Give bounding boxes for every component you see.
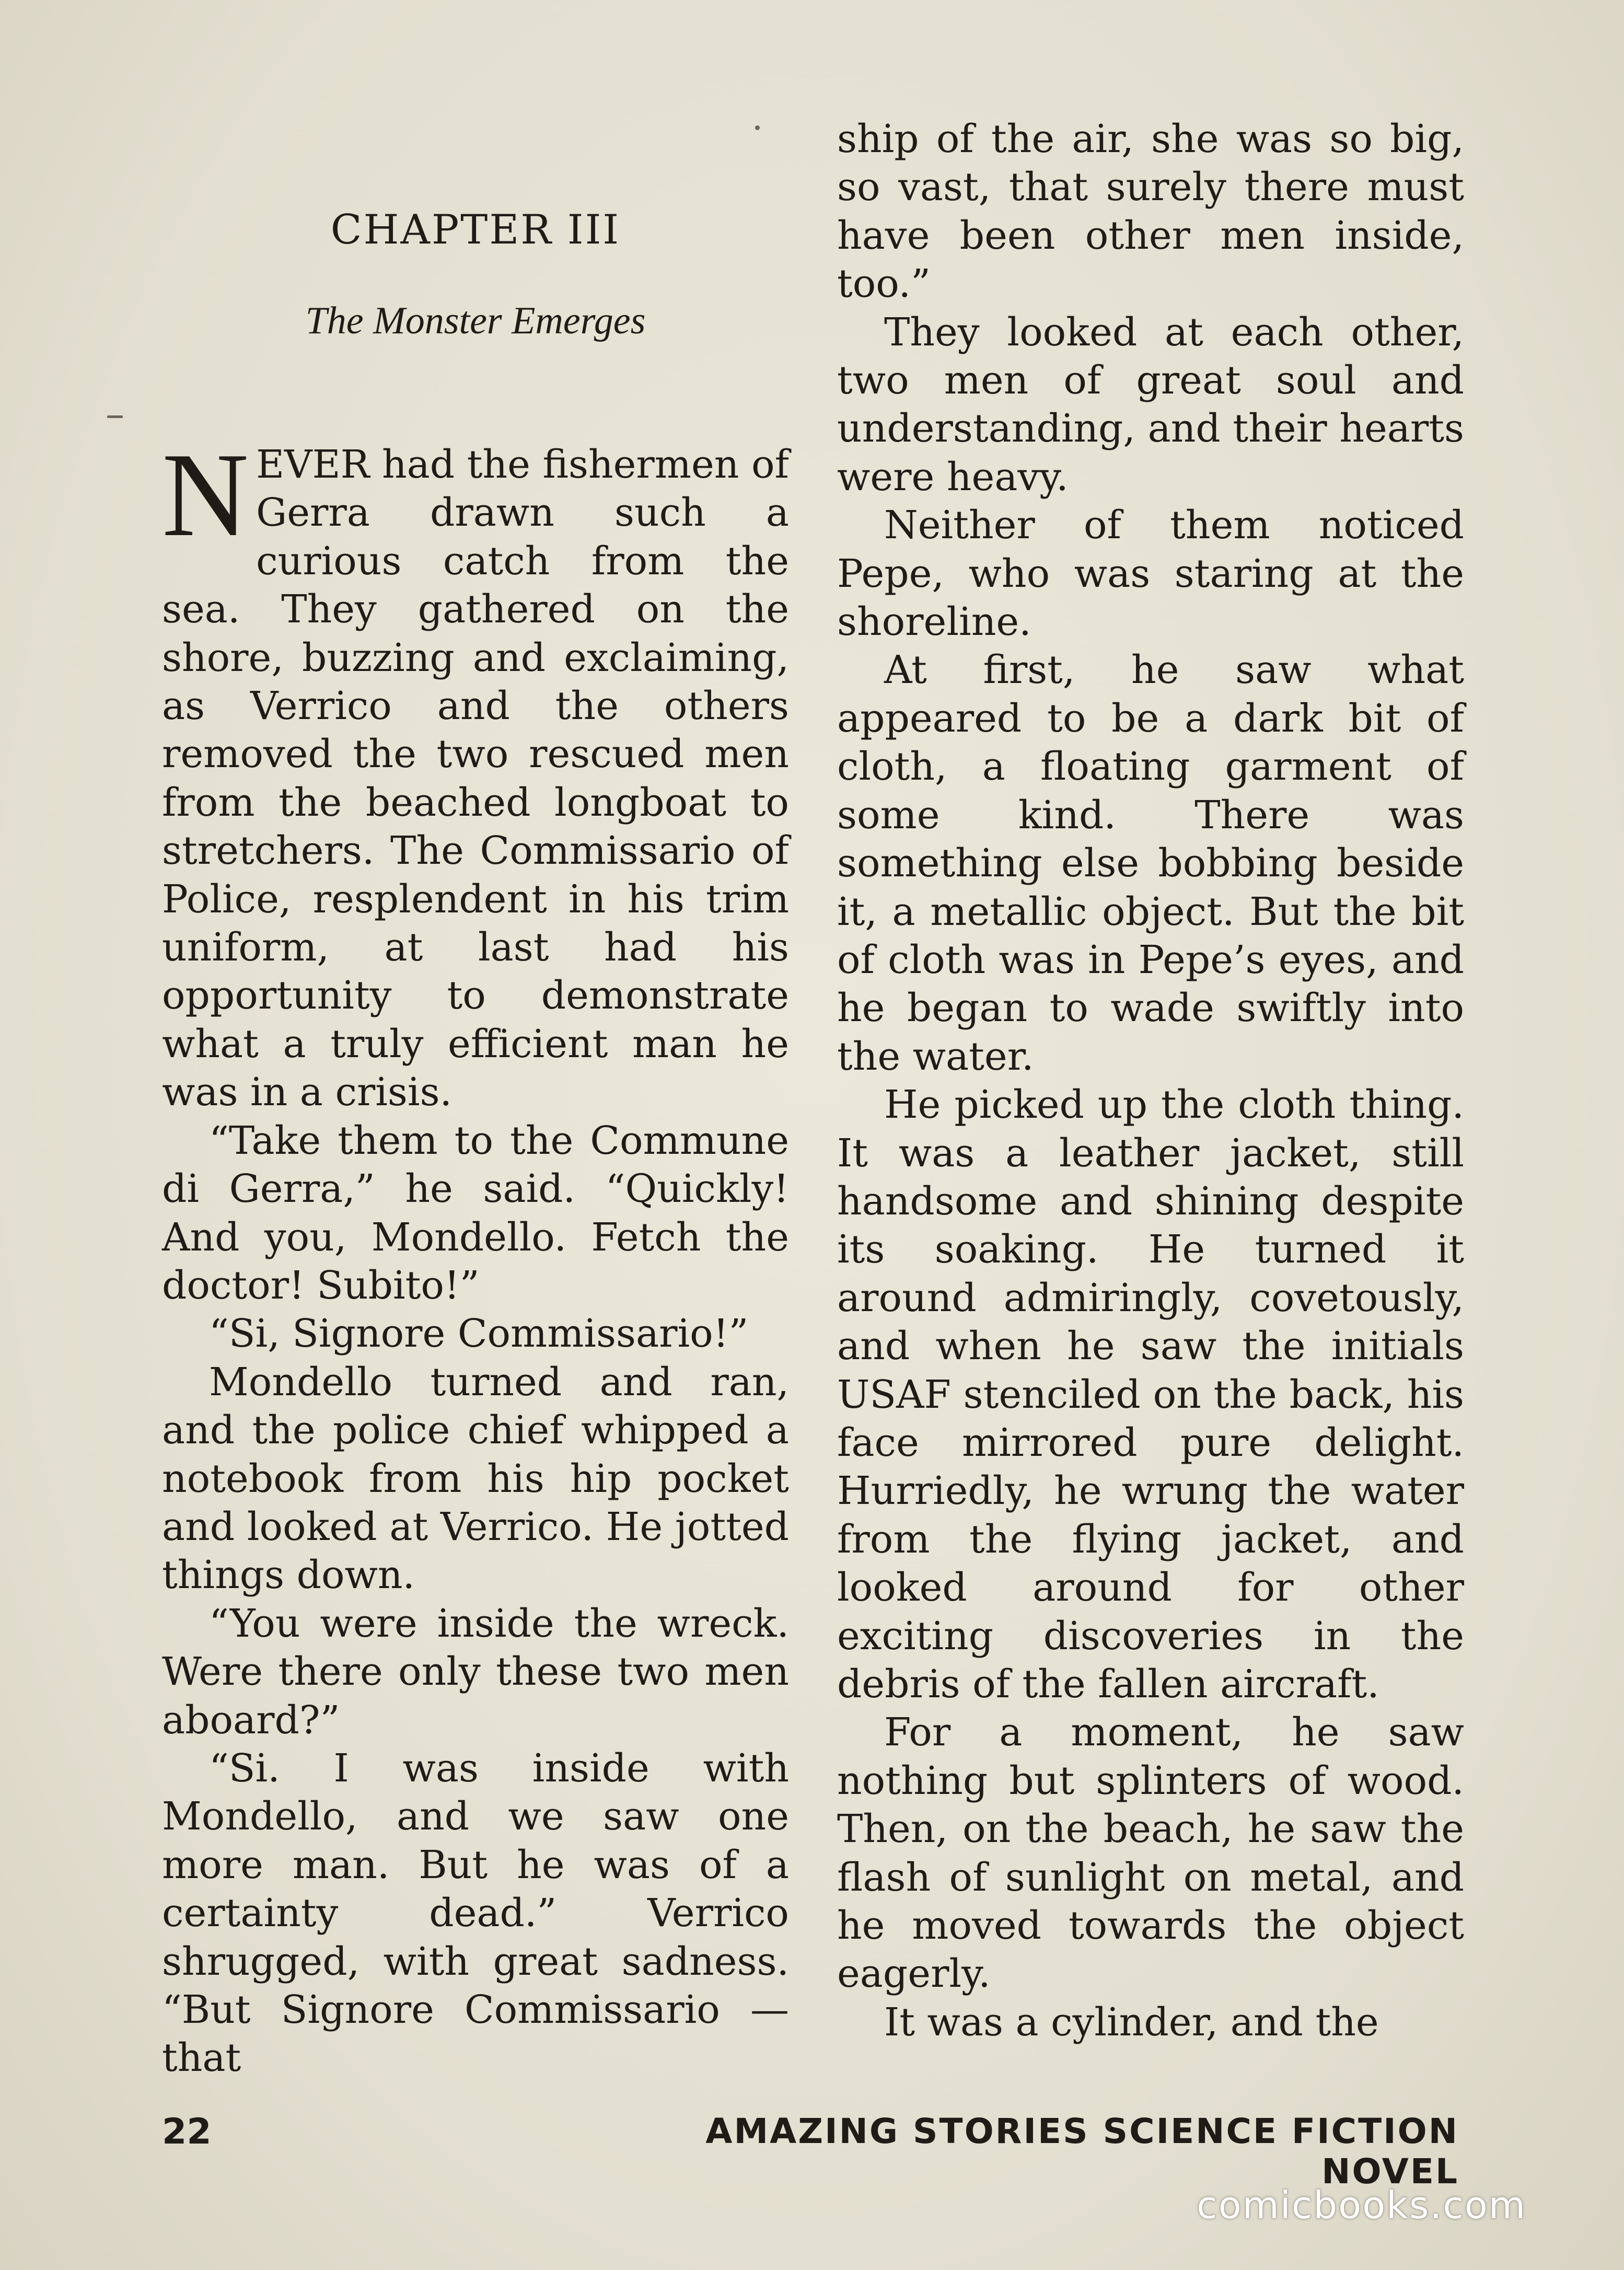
chapter-subtitle: The Monster Emerges xyxy=(305,299,646,342)
first-paragraph: NEVER had the fishermen of Gerra drawn such a curious catch from the sea. They gathered on the shore, buzzing and exclaiming, as Verrico and the others removed the two rescued men from the beached longboat to stretchers. The Commissario of Police, resplendent in his trim uniform, at last had his opportunity to demonstrate what a truly efficient man he was in a crisis. xyxy=(162,428,789,1115)
paragraph: For a moment, he saw nothing but splinters of wood. Then, on the beach, he saw the flash of sunlight on metal, and he moved towards the object eagerly. xyxy=(837,1710,1464,1997)
print-speck xyxy=(107,415,123,418)
paragraph: Neither of them noticed Pepe, who was staring at the shoreline. xyxy=(837,503,1464,645)
paragraph: At first, he saw what appeared to be a dark bit of cloth, a floating garment of some kind. There was something else bobbing beside it, a metallic object. But the bit of cloth was in Pepe’s eyes, and he began to wade swiftly into the water. xyxy=(837,647,1464,1079)
chapter-heading: CHAPTER III xyxy=(330,206,621,253)
paragraph: “You were inside the wreck. Were there only these two men aboard?” xyxy=(162,1601,789,1743)
watermark: comicbooks.com xyxy=(1197,2183,1527,2227)
paragraph: They looked at each other, two men of great soul and understanding, and their hearts were heavy. xyxy=(837,309,1464,500)
paragraph: Mondello turned and ran, and the police chief whipped a notebook from his hip pocket and looked at Verrico. He jotted things down. xyxy=(162,1359,789,1598)
paragraph: It was a cylinder, and the xyxy=(884,1999,1379,2045)
paragraph-continuation: ship of the air, she was so big, so vast, that surely there must have been other men inside, too.” xyxy=(837,117,1464,307)
paragraph: “Si. I was inside with Mondello, and we saw one more man. But he was of a certainty dead.” Verrico shrugged, with great sadness. “But Signore Commissario — that xyxy=(162,1745,789,2081)
paragraph: “Take them to the Commune di Gerra,” he said. “Quickly! And you, Mondello. Fetch the doctor! Subito!” xyxy=(162,1118,789,1308)
paragraph: “Si, Signore Commissario!” xyxy=(209,1311,749,1357)
right-column xyxy=(837,115,1464,2046)
left-column xyxy=(162,428,789,2082)
print-speck xyxy=(755,125,760,130)
drop-cap: N xyxy=(162,428,249,561)
running-title: AMAZING STORIES SCIENCE FICTION NOVEL xyxy=(705,2111,1459,2192)
paragraph: He picked up the cloth thing. It was a leather jacket, still handsome and shining despite its soaking. He turned it around admiringly, covetously, and when he saw the initials USAF stenciled on the back, his face mirrored pure delight. Hurriedly, he wrung the water from the flying jacket, and looked around for other exciting discoveries in the debris of the fallen aircraft. xyxy=(837,1082,1464,1707)
page-number: 22 xyxy=(162,2111,212,2152)
